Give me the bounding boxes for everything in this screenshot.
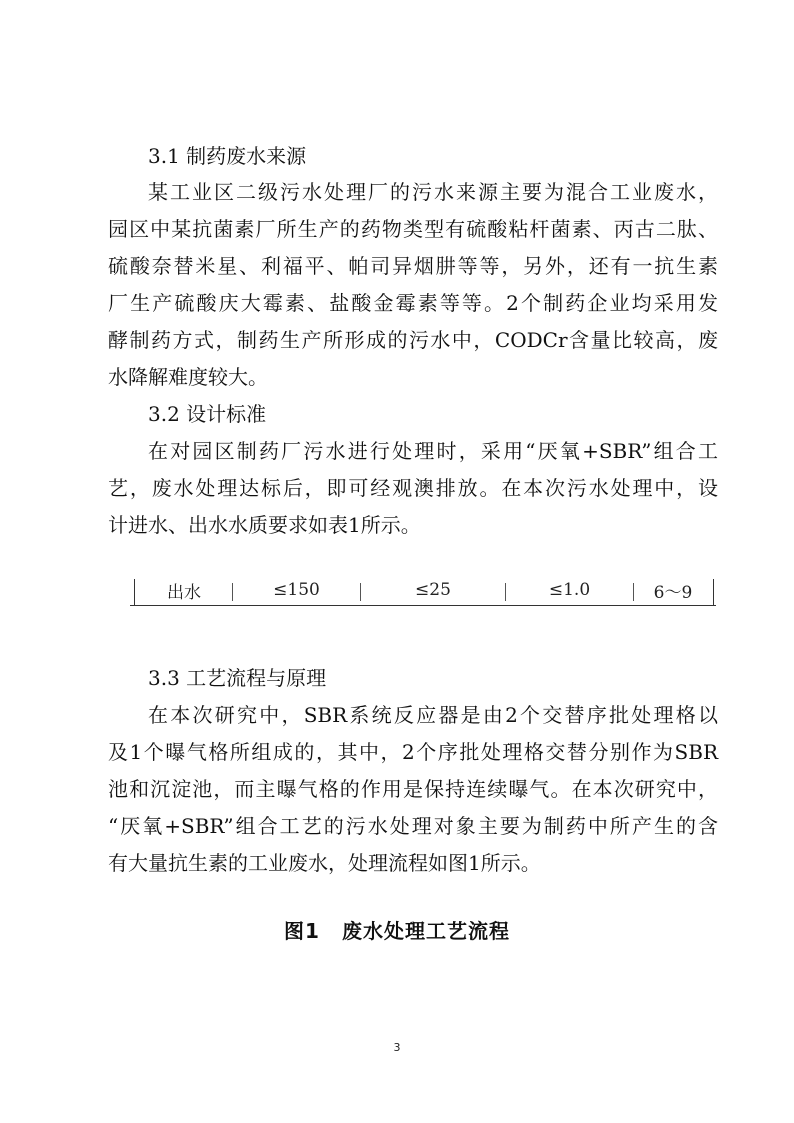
paragraph-line: 计进水、出水水质要求如表1所示。: [108, 513, 421, 537]
paragraph-line: 硫酸奈替米星、利福平、帕司异烟肼等等，另外，还有一抗生素: [108, 254, 718, 278]
paragraph-line: 某工业区二级污水处理厂的污水来源主要为混合工业废水，: [148, 180, 718, 204]
paragraph-line: 及1个曝气格所组成的，其中，2个序批处理格交替分别作为SBR: [108, 740, 718, 764]
paragraph-line: 艺，废水处理达标后，即可经观澳排放。在本次污水处理中，设: [108, 476, 718, 500]
figure-title: 废水处理工艺流程: [341, 919, 510, 943]
table-left-border: [134, 579, 135, 605]
paragraph-line: 在本次研究中，SBR系统反应器是由2个交替序批处理格以: [148, 703, 718, 727]
table-cell: 6～9: [653, 582, 693, 603]
section-heading-3-2: 3.2 设计标准: [148, 402, 267, 426]
figure-caption: [0, 915, 794, 944]
paragraph-line: 有大量抗生素的工业废水，处理流程如图1所示。: [108, 851, 541, 875]
section-heading-3-1: 3.1 制药废水来源: [148, 144, 307, 168]
paragraph-line: 池和沉淀池，而主曝气格的作用是保持连续曝气。在本次研究中，: [108, 777, 718, 801]
table-row: [130, 575, 716, 606]
paragraph-line: 在对园区制药厂污水进行处理时，采用“厌氧+SBR”组合工: [148, 439, 718, 463]
table-cell: ≤1.0: [548, 580, 591, 600]
section-heading-3-3: 3.3 工艺流程与原理: [148, 666, 327, 690]
figure-number: 图1: [284, 919, 320, 943]
paragraph-line: 厂生产硫酸庆大霉素、盐酸金霉素等等。2个制药企业均采用发: [108, 291, 718, 315]
table-cell: 出水: [167, 582, 201, 603]
table-cell: ≤150: [273, 580, 320, 600]
page-number: 3: [393, 1041, 401, 1054]
paragraph-line: 酵制药方式，制药生产所形成的污水中，CODCr含量比较高，废: [108, 328, 718, 352]
paragraph-line: 水降解难度较大。: [108, 365, 268, 389]
paragraph-line: “厌氧+SBR”组合工艺的污水处理对象主要为制药中所产生的含: [108, 814, 718, 838]
paragraph-line: 园区中某抗菌素厂所生产的药物类型有硫酸粘杆菌素、丙古二肽、: [108, 217, 718, 241]
table-cell: ≤25: [415, 580, 451, 600]
table-right-border: [713, 579, 714, 605]
